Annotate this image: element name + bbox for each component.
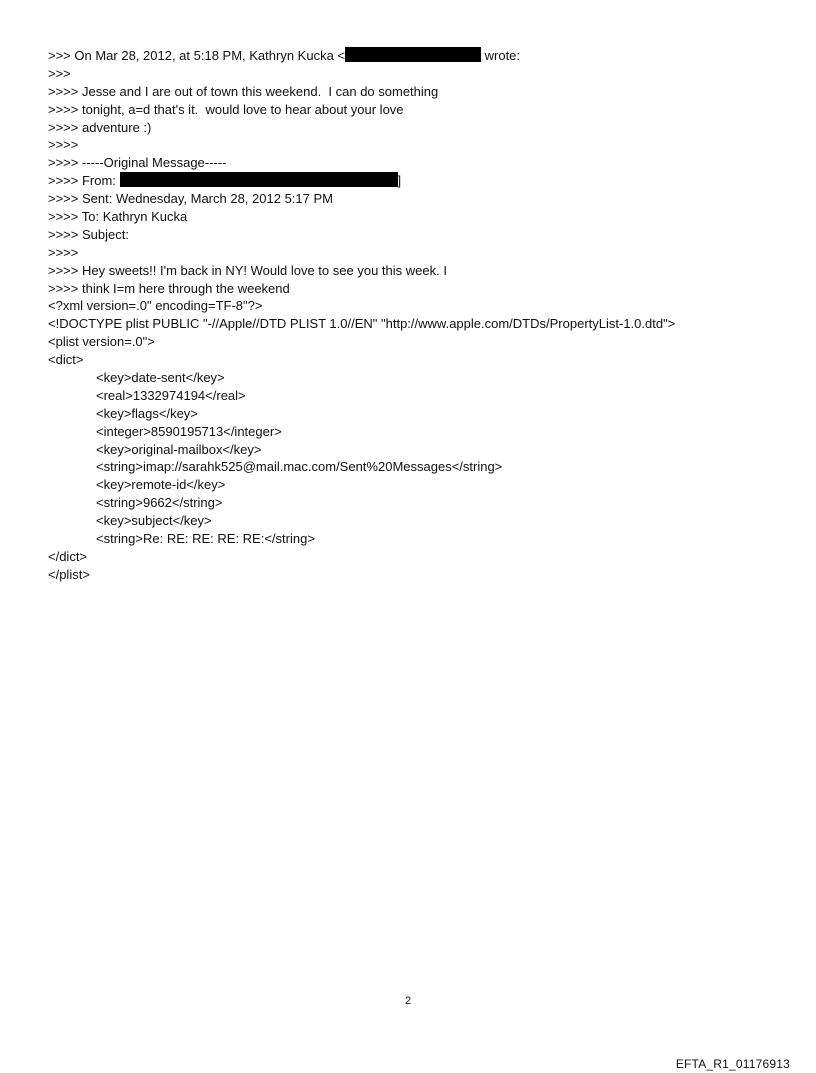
page-number: 2: [404, 995, 412, 1007]
from-suffix: ]: [397, 173, 402, 189]
reply-line: >>>> think I=m here through the weekend: [48, 280, 290, 296]
from-prefix: >>>> From:: [48, 173, 120, 189]
quote-marker: >>>>: [48, 244, 79, 260]
doctype-line: <!DOCTYPE plist PUBLIC "-//Apple//DTD PLIST 1.0//EN" "http://www.apple.com/DTDs/PropertyList-1.0.dtd">: [48, 316, 676, 332]
original-message-divider: >>>> -----Original Message-----: [48, 155, 227, 171]
quote-marker: >>>>: [48, 137, 79, 153]
plist-entry: <key>original-mailbox</key>: [96, 441, 262, 457]
plist-entry: <key>date-sent</key>: [96, 370, 225, 386]
xml-declaration: <?xml version=.0" encoding=TF-8"?>: [48, 298, 263, 314]
plist-entry: <key>flags</key>: [96, 405, 198, 421]
plist-open-tag: <plist version=.0">: [48, 334, 155, 350]
plist-entry: <string>9662</string>: [96, 495, 223, 511]
email-header-prefix: >>> On Mar 28, 2012, at 5:18 PM, Kathryn Kucka <: [48, 48, 346, 63]
document-body: [48, 47, 788, 584]
plist-entry: <key>subject</key>: [96, 513, 212, 529]
reply-line: >>>> Hey sweets!! I'm back in NY! Would love to see you this week. I: [48, 262, 447, 278]
email-header-suffix: wrote:: [481, 48, 521, 63]
body-line: >>>> tonight, a=d that's it. would love to hear about your love: [48, 101, 404, 117]
plist-entry: <key>remote-id</key>: [96, 477, 226, 493]
plist-entry: <real>1332974194</real>: [96, 387, 246, 403]
redaction-block: [120, 172, 398, 187]
bates-number: EFTA_R1_01176913: [675, 1057, 790, 1071]
dict-open-tag: <dict>: [48, 352, 84, 368]
sent-line: >>>> Sent: Wednesday, March 28, 2012 5:17 PM: [48, 191, 333, 207]
dict-close-tag: </dict>: [48, 548, 88, 564]
plist-entry: <string>imap://sarahk525@mail.mac.com/Sent%20Messages</string>: [96, 459, 503, 475]
quote-marker: >>>: [48, 65, 71, 81]
from-line: [48, 172, 788, 190]
plist-entry: <string>Re: RE: RE: RE: RE:</string>: [96, 531, 315, 547]
body-line: >>>> Jesse and I are out of town this weekend. I can do something: [48, 83, 439, 99]
email-header-line: [48, 47, 788, 65]
subject-line: >>>> Subject:: [48, 226, 129, 242]
to-line: >>>> To: Kathryn Kucka: [48, 209, 188, 225]
body-line: >>>> adventure :): [48, 119, 152, 135]
plist-entry: <integer>8590195713</integer>: [96, 423, 282, 439]
redaction-block: [345, 47, 481, 62]
plist-close-tag: </plist>: [48, 566, 90, 582]
